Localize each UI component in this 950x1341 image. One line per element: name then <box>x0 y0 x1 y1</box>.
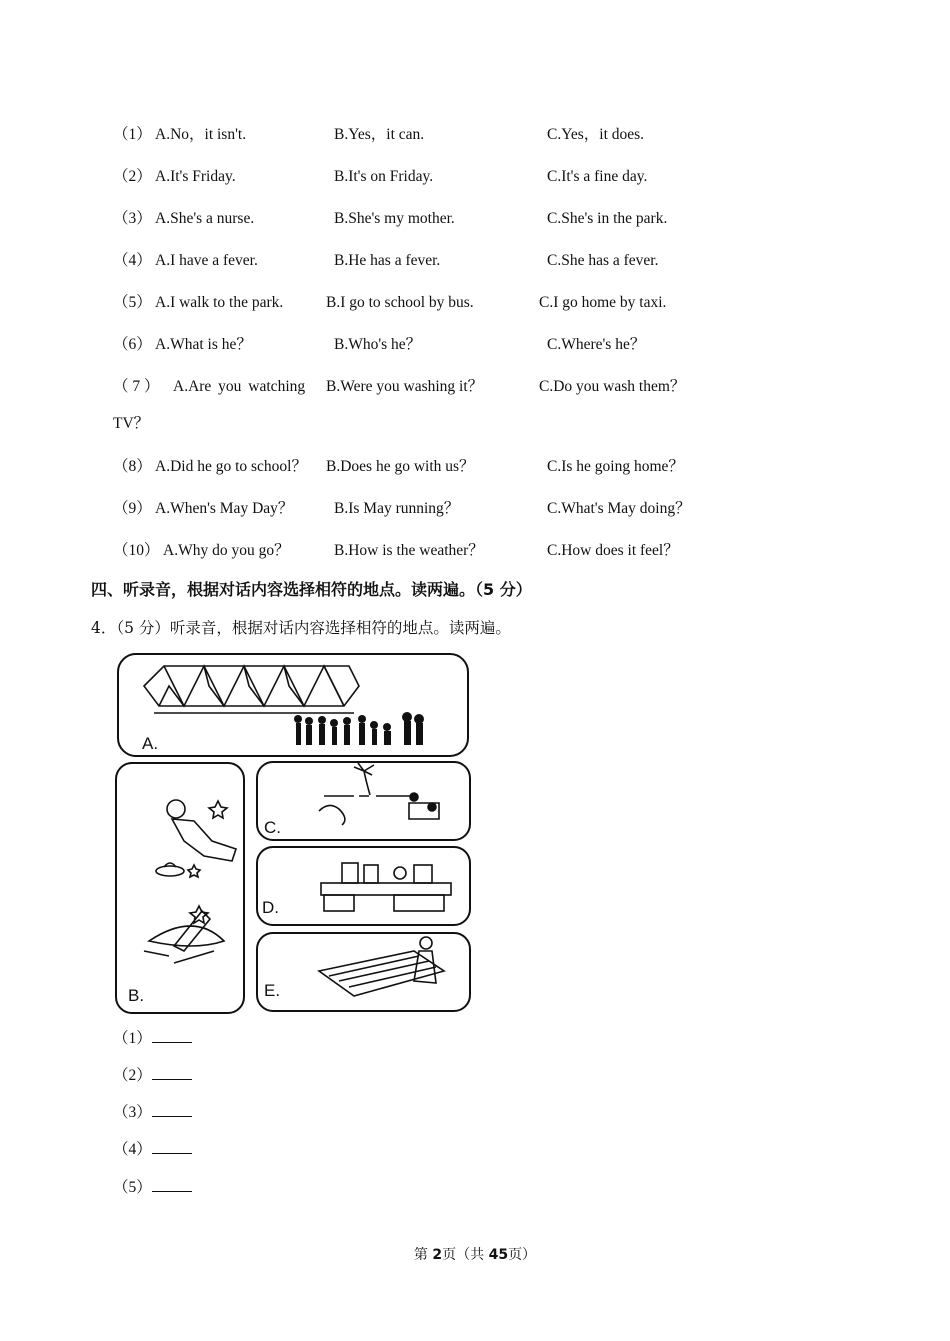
answer-number: （2） <box>113 1067 152 1084</box>
q5-option-b: B.I go to school by bus. <box>326 294 474 311</box>
label-a: A. <box>142 734 159 753</box>
stadium-illustration <box>144 666 359 713</box>
q9-option-c: C.What's May doing？ <box>547 500 691 517</box>
q1-option-a: A.No，it isn't. <box>155 126 247 143</box>
footer-middle: 页（共 <box>442 1247 489 1263</box>
crowd-illustration <box>294 712 424 745</box>
q5-option-c: C.I go home by taxi. <box>539 294 667 311</box>
answer-number: （5） <box>113 1179 152 1196</box>
q2-option-b: B.It's on Friday. <box>334 168 434 185</box>
q7-option-b: B.Were you washing it？ <box>326 378 484 395</box>
q6-option-a: A.What is he？ <box>155 336 252 353</box>
answer-item <box>113 1065 192 1086</box>
q9-option-a: A.When's May Day？ <box>155 500 294 517</box>
answer-number: （1） <box>113 1030 152 1047</box>
q2-number: （2） <box>113 168 152 185</box>
q9-option-b: B.Is May running？ <box>334 500 460 517</box>
space-illustration <box>144 800 236 963</box>
answer-item <box>113 1139 192 1160</box>
q10-option-a: A.Why do you go？ <box>163 542 290 559</box>
label-d: D. <box>262 898 279 917</box>
answer-number: （4） <box>113 1141 152 1158</box>
panel-c-frame <box>257 762 470 840</box>
places-figure <box>114 651 476 1015</box>
q7-option-c: C.Do you wash them？ <box>539 378 686 395</box>
q8-option-b: B.Does he go with us？ <box>326 458 475 475</box>
q8-option-c: C.Is he going home？ <box>547 458 684 475</box>
answer-blank[interactable] <box>152 1065 192 1080</box>
panel-d-frame <box>257 847 470 925</box>
q7-option-a: A.Are you watching <box>173 378 306 395</box>
q7-number: （ 7 ） <box>113 378 160 395</box>
q5-option-a: A.I walk to the park. <box>155 294 284 311</box>
q3-number: （3） <box>113 210 152 227</box>
market-illustration <box>319 937 444 996</box>
q6-number: （6） <box>113 336 152 353</box>
q1-option-b: B.Yes，it can. <box>334 126 425 143</box>
answer-blank[interactable] <box>152 1028 192 1043</box>
section-four-heading: 四、听录音，根据对话内容选择相符的地点。读两遍。（5 分） <box>91 580 532 599</box>
q6-option-b: B.Who's he？ <box>334 336 422 353</box>
q4-option-a: A.I have a fever. <box>155 252 258 269</box>
q10-option-b: B.How is the weather？ <box>334 542 484 559</box>
current-page-number: 2 <box>432 1247 443 1263</box>
beach-illustration <box>319 763 439 825</box>
q4-option-b: B.He has a fever. <box>334 252 441 269</box>
label-b: B. <box>128 986 145 1005</box>
answer-item <box>113 1102 192 1123</box>
q5-number: （5） <box>113 294 152 311</box>
footer-suffix: 页） <box>508 1247 537 1263</box>
label-c: C. <box>264 818 281 837</box>
label-e: E. <box>264 981 281 1000</box>
q2-option-c: C.It's a fine day. <box>547 168 648 185</box>
q7-option-a-continued: TV？ <box>113 415 150 432</box>
question-four-prompt: 4．（5 分）听录音，根据对话内容选择相符的地点。读两遍。 <box>91 619 511 637</box>
q8-option-a: A.Did he go to school？ <box>155 458 307 475</box>
panel-a-frame <box>118 654 468 756</box>
q8-number: （8） <box>113 458 152 475</box>
answer-blank[interactable] <box>152 1139 192 1154</box>
total-page-count: 45 <box>488 1247 509 1263</box>
answer-item <box>113 1028 192 1049</box>
footer-prefix: 第 <box>413 1247 433 1263</box>
q1-option-c: C.Yes，it does. <box>547 126 645 143</box>
answer-item <box>113 1177 192 1198</box>
q10-option-c: C.How does it feel？ <box>547 542 679 559</box>
q3-option-b: B.She's my mother. <box>334 210 455 227</box>
q3-option-a: A.She's a nurse. <box>155 210 255 227</box>
q3-option-c: C.She's in the park. <box>547 210 668 227</box>
shop-illustration <box>321 863 451 911</box>
q6-option-c: C.Where's he？ <box>547 336 646 353</box>
q4-number: （4） <box>113 252 152 269</box>
answer-number: （3） <box>113 1104 152 1121</box>
q9-number: （9） <box>113 500 152 517</box>
page-footer <box>0 1244 950 1264</box>
answer-blank[interactable] <box>152 1177 192 1192</box>
q10-number: （10） <box>113 542 160 559</box>
q4-option-c: C.She has a fever. <box>547 252 659 269</box>
answer-blank[interactable] <box>152 1102 192 1117</box>
q1-number: （1） <box>113 126 152 143</box>
q2-option-a: A.It's Friday. <box>155 168 236 185</box>
